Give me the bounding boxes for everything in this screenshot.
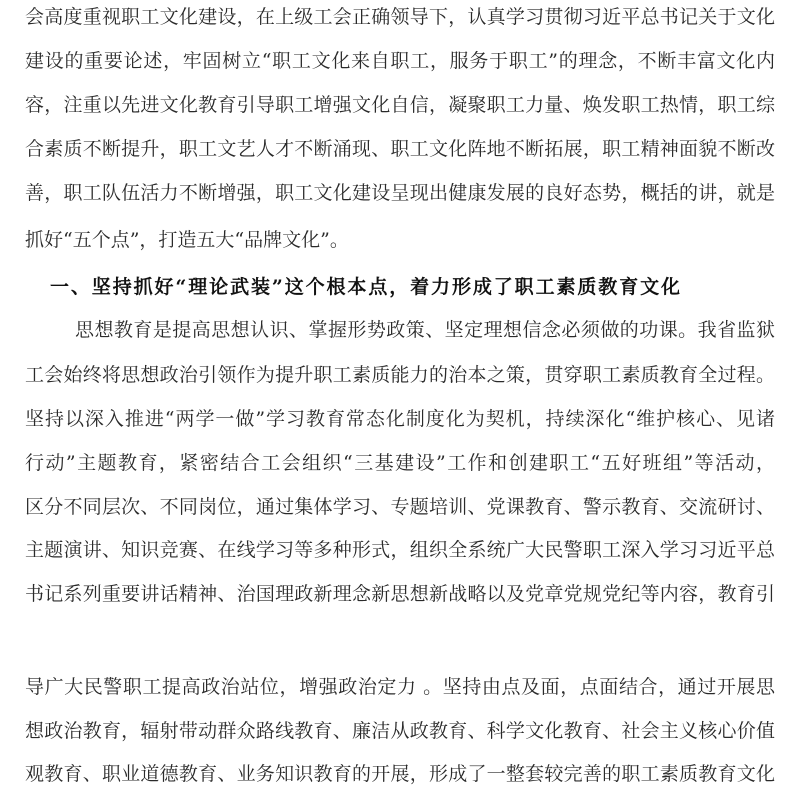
paragraph-line: 区分不同层次、不同岗位，通过集体学习、专题培训、党课教育、警示教育、交流研讨、 bbox=[25, 496, 775, 518]
paragraph-line: 工会始终将思想政治引领作为提升职工素质能力的治本之策，贯穿职工素质教育全过程。 bbox=[25, 364, 775, 386]
section-heading: 一、坚持抓好“理论武装”这个根本点，着力形成了职工素质教育文化 bbox=[50, 276, 680, 298]
paragraph-line: 合素质不断提升，职工文艺人才不断涌现、职工文化阵地不断拓展，职工精神面貌不断改 bbox=[25, 138, 775, 160]
paragraph-line: 容，注重以先进文化教育引导职工增强文化自信，凝聚职工力量、焕发职工热情，职工综 bbox=[25, 94, 775, 116]
paragraph-line: 观教育、职业道德教育、业务知识教育的开展，形成了一整套较完善的职工素质教育文化 bbox=[25, 763, 775, 785]
paragraph-line: 想政治教育，辐射带动群众路线教育、廉洁从政教育、科学文化教育、社会主义核心价值 bbox=[25, 720, 775, 742]
paragraph-line: 建设的重要论述，牢固树立“职工文化来自职工，服务于职工”的理念，不断丰富文化内 bbox=[25, 50, 775, 72]
paragraph-line: 抓好“五个点”，打造五大“品牌文化”。 bbox=[25, 229, 349, 251]
paragraph-line: 善，职工队伍活力不断增强，职工文化建设呈现出健康发展的良好态势，概括的讲，就是 bbox=[25, 182, 775, 204]
paragraph-line: 导广大民警职工提高政治站位，增强政治定力 。坚持由点及面，点面结合，通过开展思 bbox=[25, 676, 775, 698]
paragraph-line: 书记系列重要讲话精神、治国理政新理念新思想新战略以及党章党规党纪等内容，教育引 bbox=[25, 583, 775, 605]
paragraph-line: 思想教育是提高思想认识、掌握形势政策、坚定理想信念必须做的功课。我省监狱 bbox=[75, 319, 775, 341]
paragraph-line: 坚持以深入推进“两学一做”学习教育常态化制度化为契机，持续深化“维护核心、见诸 bbox=[25, 408, 775, 430]
paragraph-line: 会高度重视职工文化建设，在上级工会正确领导下，认真学习贯彻习近平总书记关于文化 bbox=[25, 6, 775, 28]
paragraph-line: 行动”主题教育，紧密结合工会组织“三基建设”工作和创建职工“五好班组”等活动， bbox=[25, 452, 775, 474]
paragraph-line: 主题演讲、知识竞赛、在线学习等多种形式，组织全系统广大民警职工深入学习习近平总 bbox=[25, 539, 775, 561]
